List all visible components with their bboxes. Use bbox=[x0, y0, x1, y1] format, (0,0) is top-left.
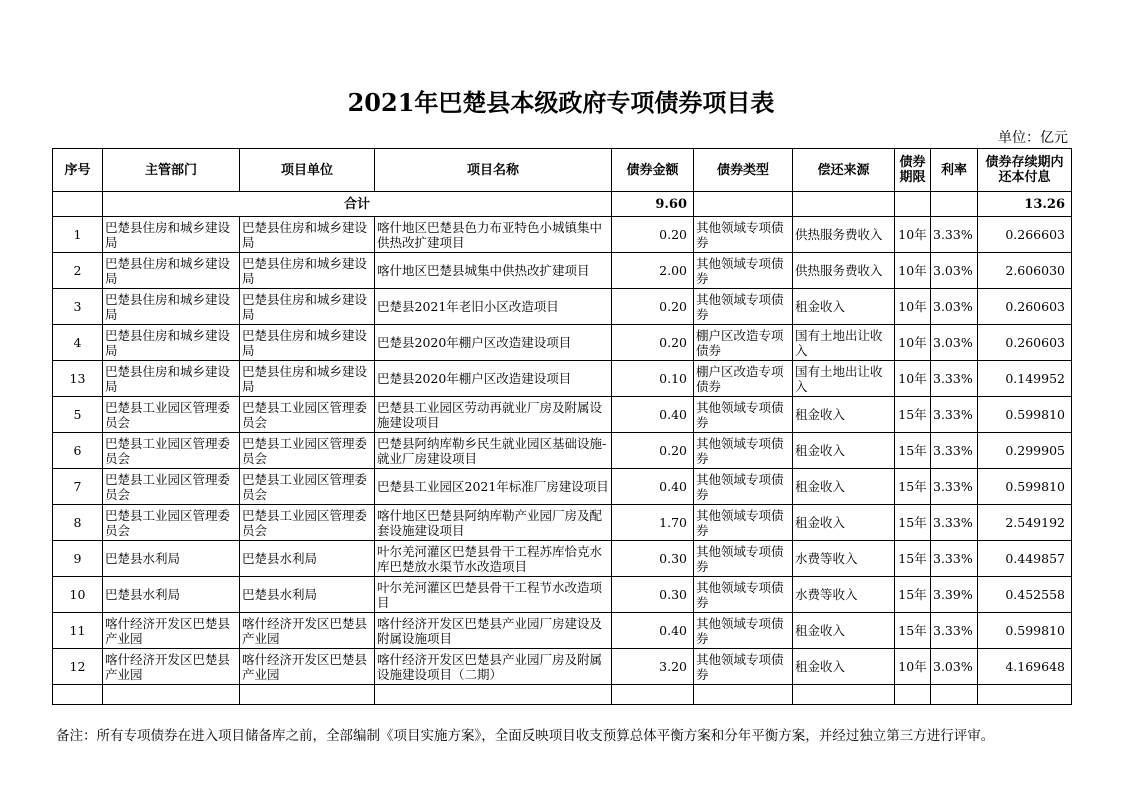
row-name: 巴楚县2020年棚户区改造建设项目 bbox=[375, 325, 612, 361]
row-type: 其他领域专项债券 bbox=[694, 217, 793, 253]
row-source: 水费等收入 bbox=[793, 541, 895, 577]
row-amount: 3.20 bbox=[612, 649, 694, 685]
row-no: 13 bbox=[53, 361, 103, 397]
row-no: 2 bbox=[53, 253, 103, 289]
row-dept: 巴楚县住房和城乡建设局 bbox=[103, 325, 240, 361]
row-dept: 巴楚县水利局 bbox=[103, 577, 240, 613]
blank-cell bbox=[375, 685, 612, 705]
row-source: 租金收入 bbox=[793, 433, 895, 469]
row-repay: 0.260603 bbox=[978, 325, 1072, 361]
row-no: 1 bbox=[53, 217, 103, 253]
row-repay: 0.599810 bbox=[978, 613, 1072, 649]
row-source: 租金收入 bbox=[793, 649, 895, 685]
row-rate: 3.03% bbox=[931, 649, 978, 685]
row-rate: 3.33% bbox=[931, 397, 978, 433]
row-term: 10年 bbox=[895, 253, 931, 289]
header-source: 偿还来源 bbox=[793, 149, 895, 192]
row-dept: 巴楚县住房和城乡建设局 bbox=[103, 217, 240, 253]
row-name: 喀什经济开发区巴楚县产业园厂房建设及附属设施项目 bbox=[375, 613, 612, 649]
row-repay: 2.549192 bbox=[978, 505, 1072, 541]
row-name: 叶尔羌河灌区巴楚县骨干工程节水改造项目 bbox=[375, 577, 612, 613]
row-rate: 3.33% bbox=[931, 469, 978, 505]
row-type: 棚户区改造专项债券 bbox=[694, 325, 793, 361]
header-row bbox=[53, 149, 1072, 192]
row-term: 15年 bbox=[895, 541, 931, 577]
table-row bbox=[53, 505, 1072, 541]
row-unit: 喀什经济开发区巴楚县产业园 bbox=[240, 649, 375, 685]
row-type: 棚户区改造专项债券 bbox=[694, 361, 793, 397]
row-term: 10年 bbox=[895, 289, 931, 325]
row-source: 国有土地出让收入 bbox=[793, 325, 895, 361]
row-unit: 巴楚县水利局 bbox=[240, 577, 375, 613]
table-row bbox=[53, 433, 1072, 469]
row-rate: 3.03% bbox=[931, 289, 978, 325]
page-title: 2021年巴楚县本级政府专项债券项目表 bbox=[347, 88, 775, 117]
row-repay: 0.149952 bbox=[978, 361, 1072, 397]
row-term: 10年 bbox=[895, 361, 931, 397]
row-source: 供热服务费收入 bbox=[793, 253, 895, 289]
row-amount: 0.40 bbox=[612, 397, 694, 433]
header-amount: 债券金额 bbox=[612, 149, 694, 192]
header-unit: 项目单位 bbox=[240, 149, 375, 192]
row-unit: 喀什经济开发区巴楚县产业园 bbox=[240, 613, 375, 649]
blank-cell bbox=[53, 685, 103, 705]
row-amount: 0.30 bbox=[612, 541, 694, 577]
row-amount: 0.30 bbox=[612, 577, 694, 613]
row-source: 租金收入 bbox=[793, 613, 895, 649]
row-rate: 3.33% bbox=[931, 433, 978, 469]
row-type: 其他领域专项债券 bbox=[694, 505, 793, 541]
row-term: 15年 bbox=[895, 613, 931, 649]
row-amount: 0.20 bbox=[612, 433, 694, 469]
row-rate: 3.33% bbox=[931, 505, 978, 541]
row-source: 国有土地出让收入 bbox=[793, 361, 895, 397]
row-no: 3 bbox=[53, 289, 103, 325]
row-type: 其他领域专项债券 bbox=[694, 433, 793, 469]
row-name: 巴楚县工业园区劳动再就业厂房及附属设施建设项目 bbox=[375, 397, 612, 433]
header-rate: 利率 bbox=[931, 149, 978, 192]
row-unit: 巴楚县住房和城乡建设局 bbox=[240, 325, 375, 361]
row-dept: 巴楚县住房和城乡建设局 bbox=[103, 253, 240, 289]
row-unit: 巴楚县工业园区管理委员会 bbox=[240, 433, 375, 469]
blank-row bbox=[53, 685, 1072, 705]
row-repay: 0.452558 bbox=[978, 577, 1072, 613]
blank-cell bbox=[240, 685, 375, 705]
row-source: 租金收入 bbox=[793, 289, 895, 325]
table-row bbox=[53, 217, 1072, 253]
blank-cell bbox=[895, 685, 931, 705]
row-source: 供热服务费收入 bbox=[793, 217, 895, 253]
row-repay: 0.449857 bbox=[978, 541, 1072, 577]
row-no: 4 bbox=[53, 325, 103, 361]
row-type: 其他领域专项债券 bbox=[694, 397, 793, 433]
row-no: 8 bbox=[53, 505, 103, 541]
row-name: 巴楚县阿纳库勒乡民生就业园区基础设施-就业厂房建设项目 bbox=[375, 433, 612, 469]
row-repay: 0.599810 bbox=[978, 469, 1072, 505]
row-amount: 0.20 bbox=[612, 289, 694, 325]
row-term: 15年 bbox=[895, 469, 931, 505]
table-row bbox=[53, 649, 1072, 685]
row-unit: 巴楚县住房和城乡建设局 bbox=[240, 217, 375, 253]
blank-cell bbox=[612, 685, 694, 705]
row-term: 15年 bbox=[895, 577, 931, 613]
row-dept: 巴楚县工业园区管理委员会 bbox=[103, 433, 240, 469]
row-no: 12 bbox=[53, 649, 103, 685]
total-blank bbox=[895, 192, 931, 217]
row-no: 9 bbox=[53, 541, 103, 577]
row-amount: 2.00 bbox=[612, 253, 694, 289]
row-no: 10 bbox=[53, 577, 103, 613]
row-unit: 巴楚县住房和城乡建设局 bbox=[240, 289, 375, 325]
row-name: 叶尔羌河灌区巴楚县骨干工程苏库恰克水库巴楚放水渠节水改造项目 bbox=[375, 541, 612, 577]
row-amount: 0.20 bbox=[612, 217, 694, 253]
table-row bbox=[53, 613, 1072, 649]
row-term: 15年 bbox=[895, 397, 931, 433]
row-type: 其他领域专项债券 bbox=[694, 577, 793, 613]
table-row bbox=[53, 577, 1072, 613]
total-blank bbox=[793, 192, 895, 217]
row-rate: 3.03% bbox=[931, 253, 978, 289]
row-unit: 巴楚县住房和城乡建设局 bbox=[240, 253, 375, 289]
row-name: 喀什地区巴楚县阿纳库勒产业园厂房及配套设施建设项目 bbox=[375, 505, 612, 541]
row-rate: 3.33% bbox=[931, 541, 978, 577]
table-row bbox=[53, 253, 1072, 289]
blank-cell bbox=[103, 685, 240, 705]
blank-cell bbox=[793, 685, 895, 705]
row-dept: 巴楚县工业园区管理委员会 bbox=[103, 469, 240, 505]
header-name: 项目名称 bbox=[375, 149, 612, 192]
blank-cell bbox=[694, 685, 793, 705]
total-label: 合计 bbox=[103, 192, 612, 217]
total-blank bbox=[931, 192, 978, 217]
row-source: 租金收入 bbox=[793, 397, 895, 433]
row-repay: 4.169648 bbox=[978, 649, 1072, 685]
row-unit: 巴楚县工业园区管理委员会 bbox=[240, 397, 375, 433]
row-type: 其他领域专项债券 bbox=[694, 649, 793, 685]
row-source: 水费等收入 bbox=[793, 577, 895, 613]
row-amount: 0.40 bbox=[612, 469, 694, 505]
row-dept: 巴楚县住房和城乡建设局 bbox=[103, 361, 240, 397]
row-source: 租金收入 bbox=[793, 469, 895, 505]
row-no: 11 bbox=[53, 613, 103, 649]
row-dept: 喀什经济开发区巴楚县产业园 bbox=[103, 613, 240, 649]
row-name: 喀什经济开发区巴楚县产业园厂房及附属设施建设项目（二期） bbox=[375, 649, 612, 685]
total-row bbox=[53, 192, 1072, 217]
unit-label: 单位：亿元 bbox=[998, 130, 1068, 146]
row-source: 租金收入 bbox=[793, 505, 895, 541]
table-row bbox=[53, 397, 1072, 433]
row-dept: 巴楚县工业园区管理委员会 bbox=[103, 397, 240, 433]
row-no: 5 bbox=[53, 397, 103, 433]
row-rate: 3.33% bbox=[931, 613, 978, 649]
row-unit: 巴楚县工业园区管理委员会 bbox=[240, 469, 375, 505]
table-row bbox=[53, 361, 1072, 397]
table-row bbox=[53, 469, 1072, 505]
row-name: 巴楚县2020年棚户区改造建设项目 bbox=[375, 361, 612, 397]
row-name: 巴楚县工业园区2021年标准厂房建设项目 bbox=[375, 469, 612, 505]
row-dept: 巴楚县水利局 bbox=[103, 541, 240, 577]
total-repay: 13.26 bbox=[978, 192, 1072, 217]
header-repay: 债券存续期内还本付息 bbox=[978, 149, 1072, 192]
row-unit: 巴楚县工业园区管理委员会 bbox=[240, 505, 375, 541]
row-term: 15年 bbox=[895, 505, 931, 541]
row-term: 10年 bbox=[895, 325, 931, 361]
header-type: 债券类型 bbox=[694, 149, 793, 192]
total-amount: 9.60 bbox=[612, 192, 694, 217]
row-type: 其他领域专项债券 bbox=[694, 613, 793, 649]
row-rate: 3.33% bbox=[931, 361, 978, 397]
row-repay: 0.599810 bbox=[978, 397, 1072, 433]
header-term: 债券期限 bbox=[895, 149, 931, 192]
row-amount: 0.20 bbox=[612, 325, 694, 361]
row-rate: 3.03% bbox=[931, 325, 978, 361]
row-term: 10年 bbox=[895, 649, 931, 685]
footnote: 备注：所有专项债券在进入项目储备库之前，全部编制《项目实施方案》，全面反映项目收支预算总体平衡方案和分年平衡方案，并经过独立第三方进行评审。 bbox=[56, 728, 995, 744]
header-no: 序号 bbox=[53, 149, 103, 192]
row-name: 喀什地区巴楚县城集中供热改扩建项目 bbox=[375, 253, 612, 289]
row-no: 7 bbox=[53, 469, 103, 505]
blank-cell bbox=[978, 685, 1072, 705]
row-type: 其他领域专项债券 bbox=[694, 289, 793, 325]
blank-cell bbox=[931, 685, 978, 705]
table-row bbox=[53, 289, 1072, 325]
row-dept: 喀什经济开发区巴楚县产业园 bbox=[103, 649, 240, 685]
row-name: 喀什地区巴楚县色力布亚特色小城镇集中供热改扩建项目 bbox=[375, 217, 612, 253]
row-term: 15年 bbox=[895, 433, 931, 469]
row-dept: 巴楚县工业园区管理委员会 bbox=[103, 505, 240, 541]
row-term: 10年 bbox=[895, 217, 931, 253]
table-row bbox=[53, 325, 1072, 361]
row-amount: 0.10 bbox=[612, 361, 694, 397]
row-type: 其他领域专项债券 bbox=[694, 469, 793, 505]
row-repay: 0.299905 bbox=[978, 433, 1072, 469]
table-row bbox=[53, 541, 1072, 577]
row-amount: 1.70 bbox=[612, 505, 694, 541]
total-blank bbox=[53, 192, 103, 217]
row-type: 其他领域专项债券 bbox=[694, 541, 793, 577]
row-repay: 0.266603 bbox=[978, 217, 1072, 253]
row-amount: 0.40 bbox=[612, 613, 694, 649]
row-name: 巴楚县2021年老旧小区改造项目 bbox=[375, 289, 612, 325]
row-no: 6 bbox=[53, 433, 103, 469]
debt-project-table bbox=[52, 148, 1072, 705]
row-type: 其他领域专项债券 bbox=[694, 253, 793, 289]
row-rate: 3.33% bbox=[931, 217, 978, 253]
row-unit: 巴楚县住房和城乡建设局 bbox=[240, 361, 375, 397]
header-dept: 主管部门 bbox=[103, 149, 240, 192]
row-repay: 2.606030 bbox=[978, 253, 1072, 289]
row-repay: 0.260603 bbox=[978, 289, 1072, 325]
row-dept: 巴楚县住房和城乡建设局 bbox=[103, 289, 240, 325]
total-blank bbox=[694, 192, 793, 217]
row-unit: 巴楚县水利局 bbox=[240, 541, 375, 577]
row-rate: 3.39% bbox=[931, 577, 978, 613]
